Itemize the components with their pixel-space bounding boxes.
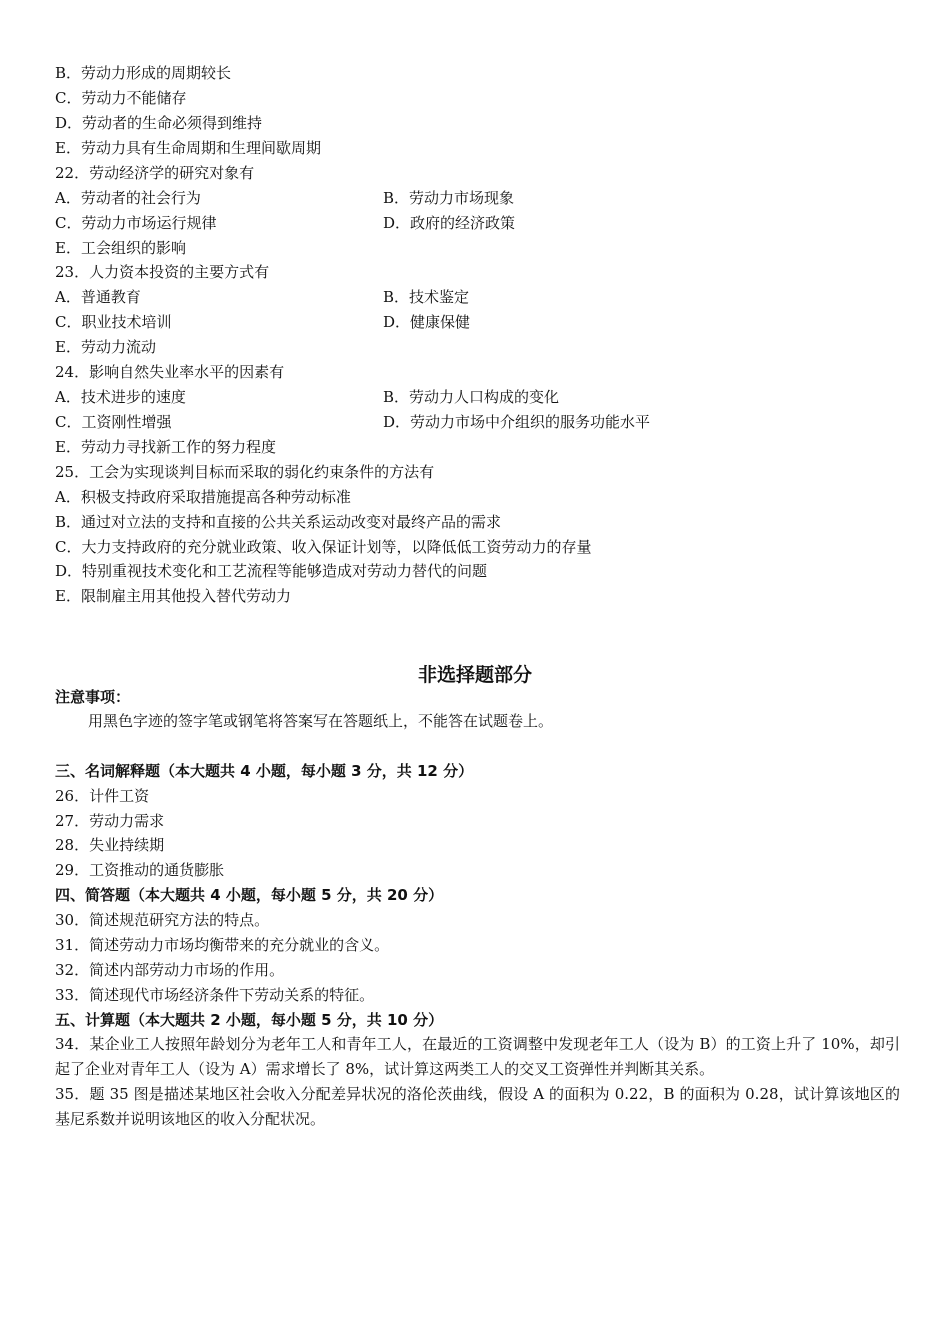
question-34: 34．某企业工人按照年龄划分为老年工人和青年工人，在最近的工资调整中发现老年工人（设为 B）的工资上升了 10%，却引起了企业对青年工人（设为 A）需求增长了 8%，试计算这两类工人的交叉工资弹性并判断其关系。 <box>55 1035 900 1078</box>
question-item: 28．失业持续期 <box>55 836 165 854</box>
option-e: E．限制雇主用其他投入替代劳动力 <box>55 587 291 605</box>
notice-text: 用黑色字迹的签字笔或钢笔将答案写在答题纸上，不能答在试题卷上。 <box>88 712 554 730</box>
option-b: B．劳动力人口构成的变化 <box>383 388 560 406</box>
option-c: C．工资刚性增强 <box>55 413 172 431</box>
option-b: B．劳动力市场现象 <box>383 189 515 207</box>
part-title: 非选择题部分 <box>417 664 532 686</box>
question-item: 31．简述劳动力市场均衡带来的充分就业的含义。 <box>55 936 390 954</box>
option-d: D．政府的经济政策 <box>383 214 516 232</box>
question-stem: 23．人力资本投资的主要方式有 <box>55 263 270 281</box>
option-b: B．技术鉴定 <box>383 288 470 306</box>
question-item: 29．工资推动的通货膨胀 <box>55 861 225 879</box>
question-item: 32．简述内部劳动力市场的作用。 <box>55 961 285 979</box>
section-heading: 三、名词解释题（本大题共 4 小题，每小题 3 分，共 12 分） <box>55 762 474 780</box>
notice-label: 注意事项： <box>55 688 131 706</box>
option-d: D．特别重视技术变化和工艺流程等能够造成对劳动力替代的问题 <box>55 562 488 580</box>
question-stem: 25．工会为实现谈判目标而采取的弱化约束条件的方法有 <box>55 463 435 481</box>
option-a: A．技术进步的速度 <box>55 388 186 406</box>
option-a: A．劳动者的社会行为 <box>55 189 201 207</box>
question-item: 26．计件工资 <box>55 787 150 805</box>
section-heading: 五、计算题（本大题共 2 小题，每小题 5 分，共 10 分） <box>55 1011 444 1029</box>
option-c: C．职业技术培训 <box>55 313 172 331</box>
option-line: C．劳动力不能储存 <box>55 89 187 107</box>
option-line: D．劳动者的生命必须得到维持 <box>55 114 263 132</box>
option-a: A．积极支持政府采取措施提高各种劳动标准 <box>55 488 351 506</box>
question-item: 33．简述现代市场经济条件下劳动关系的特征。 <box>55 986 375 1004</box>
option-a: A．普通教育 <box>55 288 141 306</box>
option-line: E．劳动力具有生命周期和生理间歇周期 <box>55 139 321 157</box>
option-c: C．大力支持政府的充分就业政策、收入保证计划等，以降低低工资劳动力的存量 <box>55 538 592 556</box>
option-line: B．劳动力形成的周期较长 <box>55 64 232 82</box>
option-b: B．通过对立法的支持和直接的公共关系运动改变对最终产品的需求 <box>55 513 502 531</box>
question-item: 27．劳动力需求 <box>55 812 165 830</box>
option-d: D．健康保健 <box>383 313 471 331</box>
question-35: 35．题 35 图是描述某地区社会收入分配差异状况的洛伦茨曲线，假设 A 的面积为 0.22，B 的面积为 0.28，试计算该地区的基尼系数并说明该地区的收入分配状况。 <box>55 1085 900 1128</box>
question-item: 30．简述规范研究方法的特点。 <box>55 911 270 929</box>
option-e: E．劳动力寻找新工作的努力程度 <box>55 438 276 456</box>
question-stem: 24．影响自然失业率水平的因素有 <box>55 363 285 381</box>
question-stem: 22．劳动经济学的研究对象有 <box>55 164 255 182</box>
option-d: D．劳动力市场中介组织的服务功能水平 <box>383 413 651 431</box>
option-e: E．劳动力流动 <box>55 338 156 356</box>
option-c: C．劳动力市场运行规律 <box>55 214 217 232</box>
section-heading: 四、简答题（本大题共 4 小题，每小题 5 分，共 20 分） <box>55 886 444 904</box>
option-e: E．工会组织的影响 <box>55 239 186 257</box>
